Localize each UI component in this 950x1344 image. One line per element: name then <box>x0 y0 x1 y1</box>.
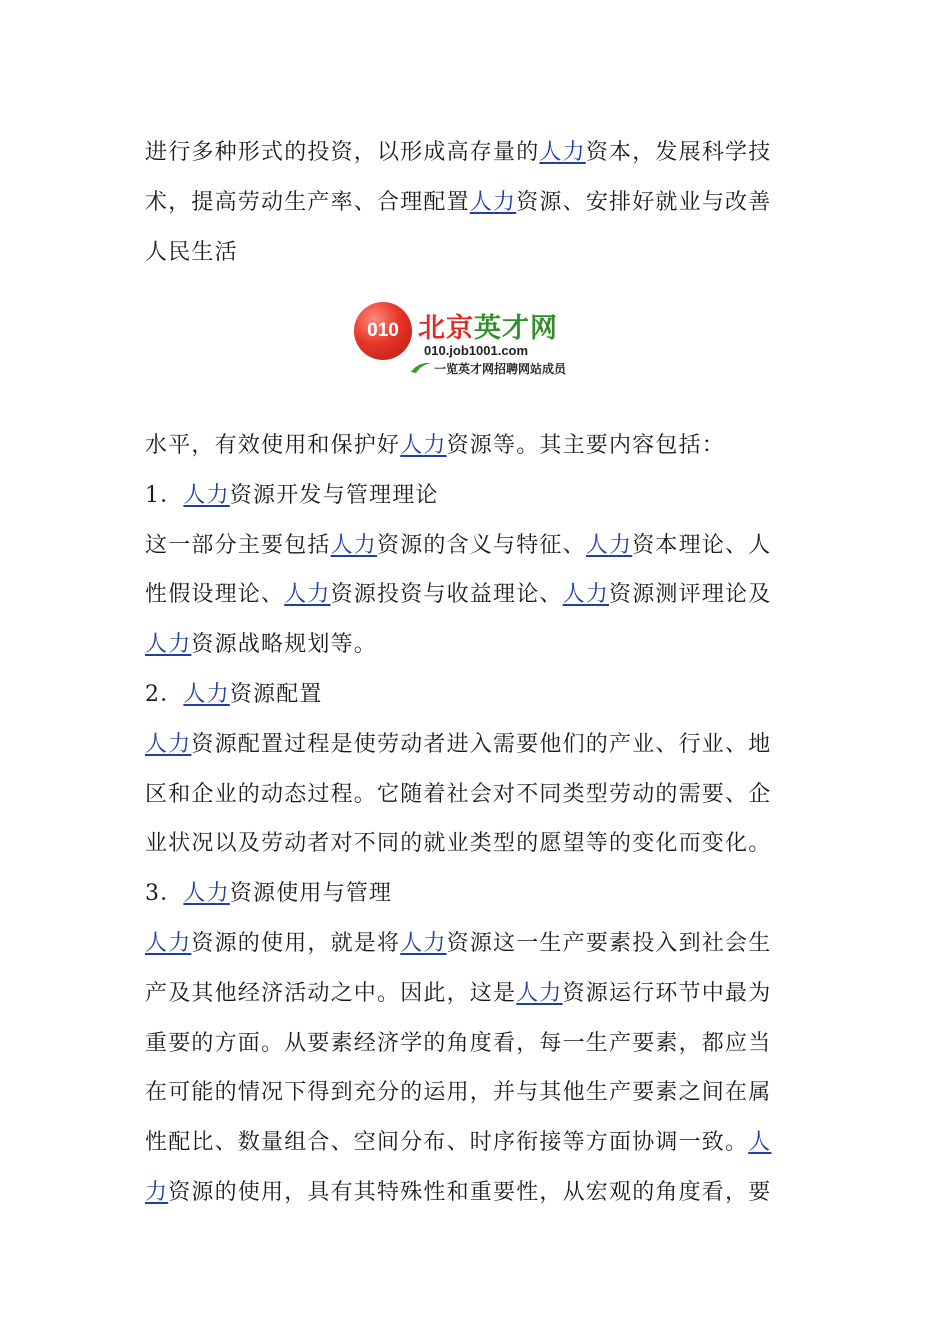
text: 资源等。其主要内容包括： <box>446 433 726 458</box>
section-heading-3 <box>145 869 795 919</box>
text-line <box>145 919 795 969</box>
hr-link[interactable]: 力 <box>145 1179 169 1205</box>
text-line <box>145 521 795 571</box>
hr-link[interactable]: 人力 <box>585 532 633 558</box>
text-line <box>145 421 795 471</box>
text-line <box>145 1118 795 1168</box>
logo-title <box>418 306 558 345</box>
logo-circle-text: 010 <box>367 320 399 341</box>
text-line: 在可能的情况下得到充分的运用，并与其他生产要素之间在属 <box>145 1080 772 1106</box>
text: 产及其他经济活动之中。因此，这是 <box>145 980 517 1006</box>
text: 资本，发展科学技 <box>585 140 772 165</box>
main-content <box>145 421 795 1218</box>
text-line: 区和企业的动态过程。它随着社会对不同类型劳动的需要、企 <box>145 781 772 807</box>
hr-link[interactable]: 人力 <box>562 582 610 608</box>
hr-link[interactable]: 人力 <box>400 930 447 956</box>
text: 资源测评理论及 <box>609 582 772 608</box>
section-title: 资源配置 <box>229 681 323 707</box>
text: 性配比、数量组合、空间分布、时序衔接等方面协调一致。 <box>145 1130 749 1156</box>
hr-link[interactable]: 人 <box>748 1130 772 1156</box>
intro-paragraph <box>145 128 795 277</box>
section-title: 资源使用与管理 <box>229 881 393 907</box>
section-number: 2． <box>145 681 184 707</box>
text-line <box>145 620 795 670</box>
hr-link[interactable]: 人力 <box>145 731 192 757</box>
section-title: 资源开发与管理理论 <box>229 482 439 508</box>
hr-link[interactable]: 人力 <box>145 632 192 658</box>
text: 术，提高劳动生产率、合理配置 <box>145 189 470 215</box>
logo-title-part2: 英才网 <box>474 313 558 344</box>
logo-url: 010.job1001.com <box>424 343 529 358</box>
section-heading-1 <box>145 471 795 521</box>
text-line <box>145 570 795 620</box>
hr-link[interactable]: 人力 <box>183 881 230 907</box>
text-line: 重要的方面。从要素经济学的角度看，每一生产要素，都应当 <box>145 1030 772 1056</box>
text: 资源的使用，就是将 <box>191 930 401 956</box>
hr-link[interactable]: 人力 <box>539 140 586 165</box>
text: 进行多种形式的投资，以形成高存量的 <box>145 140 540 165</box>
section-number: 1． <box>145 482 184 508</box>
hr-link[interactable]: 人力 <box>145 930 192 956</box>
text-line <box>145 720 795 770</box>
text: 这一部分主要包括 <box>145 532 331 558</box>
text: 资本理论、人 <box>632 532 772 558</box>
hr-link[interactable]: 人力 <box>469 189 517 215</box>
text: 资源投资与收益理论、 <box>330 582 563 608</box>
swoosh-icon <box>410 360 432 374</box>
section-heading-2 <box>145 670 795 720</box>
hr-link[interactable]: 人力 <box>183 681 230 707</box>
section-number: 3． <box>145 881 184 907</box>
text-line: 业状况以及劳动者对不同的就业类型的愿望等的变化而变化。 <box>145 831 772 857</box>
text: 资源、安排好就业与改善 <box>516 189 772 215</box>
text-line: 人民生活 <box>145 239 238 265</box>
hr-link[interactable]: 人力 <box>330 532 378 558</box>
text: 资源运行环节中最为 <box>562 980 772 1006</box>
text: 资源配置过程是使劳动者进入需要他们的产业、行业、地 <box>191 731 772 757</box>
hr-link[interactable]: 人力 <box>400 433 447 458</box>
text: 性假设理论、 <box>145 582 285 608</box>
text-line <box>145 178 795 228</box>
text-line <box>145 1168 795 1218</box>
logo-title-part1: 北京 <box>418 313 474 344</box>
text-line <box>145 969 795 1019</box>
job1001-logo[interactable] <box>354 296 604 378</box>
logo-slogan: 一览英才网招聘网站成员 <box>434 362 567 376</box>
hr-link[interactable]: 人力 <box>516 980 563 1006</box>
text: 资源的使用，具有其特殊性和重要性，从宏观的角度看，要 <box>168 1179 772 1205</box>
hr-link[interactable]: 人力 <box>183 482 230 508</box>
hr-link[interactable]: 人力 <box>284 582 331 608</box>
text-line <box>145 128 795 178</box>
text: 资源的含义与特征、 <box>377 532 586 558</box>
text: 水平，有效使用和保护好 <box>145 433 401 458</box>
text: 资源战略规划等。 <box>191 632 378 658</box>
text: 资源这一生产要素投入到社会生 <box>446 930 772 956</box>
